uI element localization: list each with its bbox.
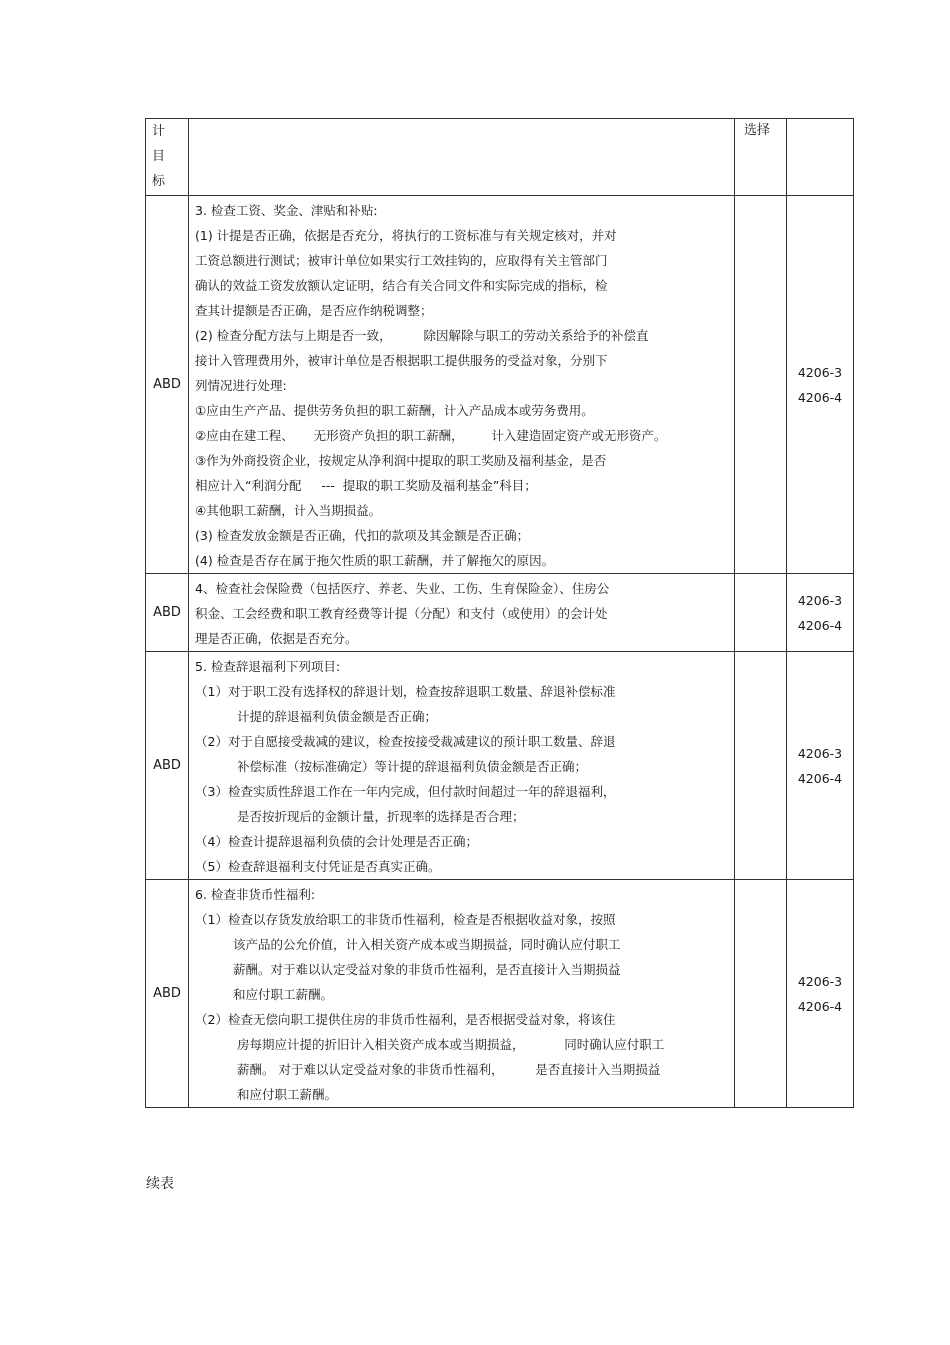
procedure-line: 工资总额进行测试；被审计单位如果实行工效挂钩的，应取得有关主管部门 bbox=[195, 253, 608, 268]
workpaper-code: 4206-3 bbox=[797, 973, 843, 989]
select-cell bbox=[735, 880, 787, 1108]
procedure-line: 3. 检查工资、奖金、津贴和补贴: bbox=[195, 203, 378, 218]
header-char: 标 bbox=[152, 174, 166, 189]
procedure-cell bbox=[189, 196, 735, 574]
procedure-header bbox=[189, 119, 735, 196]
procedure-line: 理是否正确，依据是否充分。 bbox=[195, 631, 358, 646]
procedure-line: 补偿标准（按标准确定）等计提的辞退福利负债金额是否正确； bbox=[237, 759, 588, 774]
workpaper-code: 4206-3 bbox=[797, 364, 843, 380]
workpaper-ref-header bbox=[787, 119, 854, 196]
workpaper-code: 4206-3 bbox=[797, 592, 843, 608]
table-row bbox=[146, 880, 854, 1108]
procedure-line: （2）检查无偿向职工提供住房的非货币性福利，是否根据受益对象，将该住 bbox=[195, 1012, 616, 1027]
procedure-cell bbox=[189, 652, 735, 880]
header-char: 计 bbox=[152, 124, 166, 139]
workpaper-ref-cell bbox=[787, 652, 854, 880]
workpaper-code: 4206-4 bbox=[797, 998, 843, 1014]
workpaper-code: 4206-3 bbox=[797, 745, 843, 761]
procedure-line: 薪酬。对于难以认定受益对象的非货币性福利，是否直接计入当期损益 bbox=[233, 962, 621, 977]
procedure-line: 6. 检查非货币性福利: bbox=[195, 887, 316, 902]
audit-target-cell: ABD bbox=[146, 880, 189, 1108]
procedure-line: ④其他职工薪酬，计入当期损益。 bbox=[195, 503, 382, 518]
procedure-line: 薪酬。 对于难以认定受益对象的非货币性福利， 是否直接计入当期损益 bbox=[237, 1062, 661, 1077]
select-cell bbox=[735, 196, 787, 574]
procedure-line: (2) 检查分配方法与上期是否一致， 除因解除与职工的劳动关系给予的补偿直 bbox=[195, 328, 649, 343]
procedure-line: （4）检查计提辞退福利负债的会计处理是否正确； bbox=[195, 834, 478, 849]
procedure-cell bbox=[189, 880, 735, 1108]
table-row bbox=[146, 196, 854, 574]
procedure-line: （2）对于自愿接受裁减的建议，检查按接受裁减建议的预计职工数量、辞退 bbox=[195, 734, 616, 749]
procedure-line: 房每期应计提的折旧计入相关资产成本或当期损益， 同时确认应付职工 bbox=[237, 1037, 665, 1052]
header-char: 目 bbox=[152, 149, 166, 164]
procedure-line: 计提的辞退福利负债金额是否正确； bbox=[237, 709, 438, 724]
procedure-line: 积金、工会经费和职工教育经费等计提（分配）和支付（或使用）的会计处 bbox=[195, 606, 608, 621]
procedure-line: （1）检查以存货发放给职工的非货币性福利，检查是否根据收益对象，按照 bbox=[195, 912, 616, 927]
procedure-cell bbox=[189, 574, 735, 652]
workpaper-ref-cell bbox=[787, 574, 854, 652]
audit-procedure-table bbox=[145, 118, 854, 1108]
procedure-line: ①应由生产产品、提供劳务负担的职工薪酬，计入产品成本或劳务费用。 bbox=[195, 403, 594, 418]
procedure-line: 5. 检查辞退福利下列项目: bbox=[195, 659, 341, 674]
workpaper-ref-cell bbox=[787, 196, 854, 574]
audit-target-cell: ABD bbox=[146, 196, 189, 574]
table-row bbox=[146, 574, 854, 652]
procedure-line: 列情况进行处理: bbox=[195, 378, 287, 393]
procedure-line: 接计入管理费用外，被审计单位是否根据职工提供服务的受益对象，分别下 bbox=[195, 353, 608, 368]
procedure-line: (3) 检查发放金额是否正确，代扣的款项及其金额是否正确； bbox=[195, 528, 530, 543]
select-header: 选择 bbox=[735, 119, 787, 196]
select-cell bbox=[735, 652, 787, 880]
procedure-line: （5）检查辞退福利支付凭证是否真实正确。 bbox=[195, 859, 441, 874]
audit-target-cell: ABD bbox=[146, 574, 189, 652]
procedure-line: （1）对于职工没有选择权的辞退计划，检查按辞退职工数量、辞退补偿标准 bbox=[195, 684, 616, 699]
procedure-line: ③作为外商投资企业，按规定从净利润中提取的职工奖励及福利基金，是否 bbox=[195, 453, 607, 468]
audit-goal-header bbox=[146, 119, 189, 196]
workpaper-code: 4206-4 bbox=[797, 389, 843, 405]
procedure-line: 和应付职工薪酬。 bbox=[233, 987, 334, 1002]
procedure-line: 确认的效益工资发放额认定证明，结合有关合同文件和实际完成的指标，检 bbox=[195, 278, 608, 293]
procedure-line: 相应计入“利润分配 --- 提取的职工奖励及福利基金”科目； bbox=[195, 478, 537, 493]
workpaper-code: 4206-4 bbox=[797, 617, 843, 633]
procedure-line: 是否按折现后的金额计量，折现率的选择是否合理； bbox=[237, 809, 525, 824]
audit-target-cell: ABD bbox=[146, 652, 189, 880]
procedure-line: 查其计提额是否正确，是否应作纳税调整； bbox=[195, 303, 433, 318]
procedure-line: ②应由在建工程、 无形资产负担的职工薪酬， 计入建造固定资产或无形资产。 bbox=[195, 428, 667, 443]
table-header-row bbox=[146, 119, 854, 196]
procedure-line: 该产品的公允价值，计入相关资产成本或当期损益，同时确认应付职工 bbox=[233, 937, 621, 952]
procedure-line: (4) 检查是否存在属于拖欠性质的职工薪酬，并了解拖欠的原因。 bbox=[195, 553, 555, 568]
procedure-line: （3）检查实质性辞退工作在一年内完成，但付款时间超过一年的辞退福利， bbox=[195, 784, 616, 799]
workpaper-ref-cell bbox=[787, 880, 854, 1108]
procedure-line: 和应付职工薪酬。 bbox=[237, 1087, 338, 1102]
table-row bbox=[146, 652, 854, 880]
procedure-line: (1) 计提是否正确，依据是否充分，将执行的工资标准与有关规定核对，并对 bbox=[195, 228, 617, 243]
workpaper-code: 4206-4 bbox=[797, 770, 843, 786]
procedure-line: 4、检查社会保险费（包括医疗、养老、失业、工伤、生育保险金）、住房公 bbox=[195, 581, 610, 596]
select-cell bbox=[735, 574, 787, 652]
continued-table-label: 续表 bbox=[146, 1176, 174, 1192]
